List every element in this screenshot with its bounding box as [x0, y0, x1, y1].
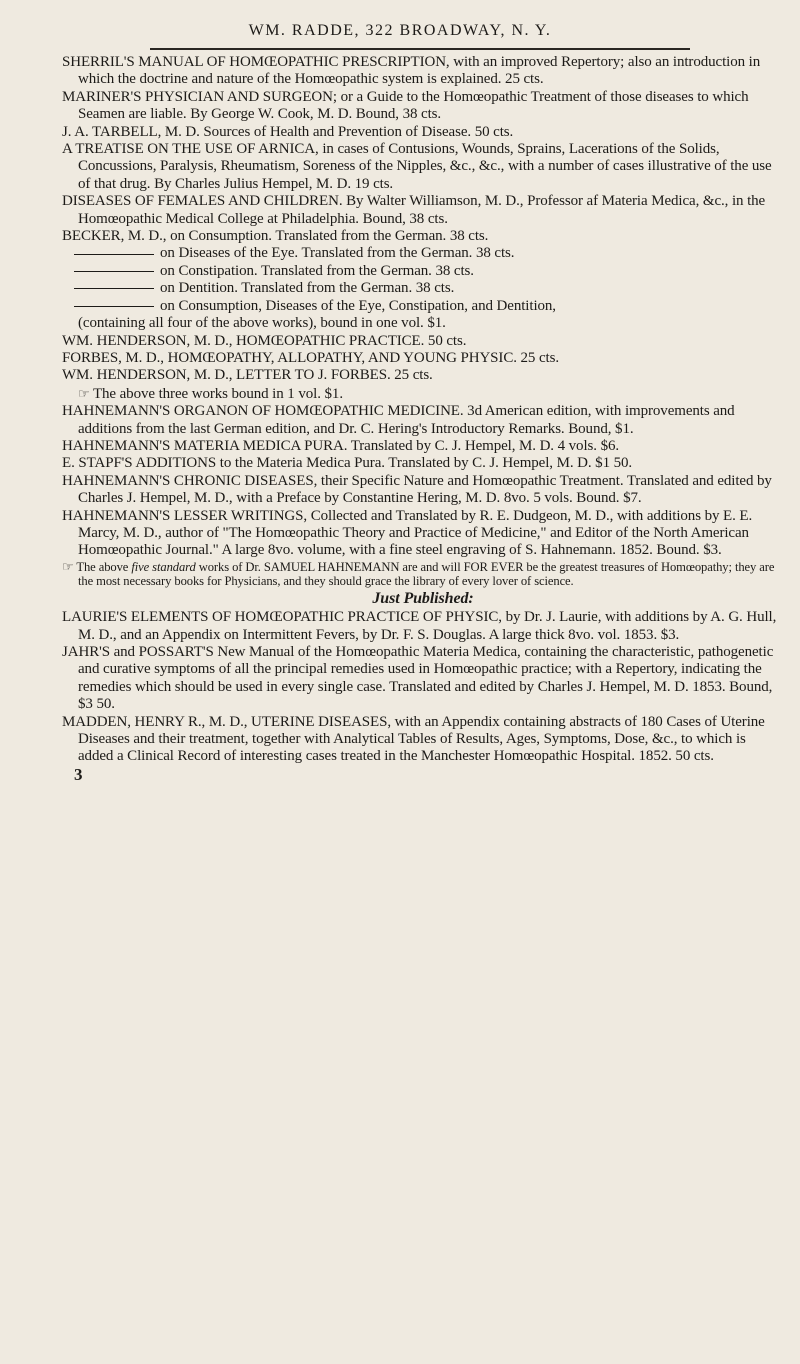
ditto-dash [74, 271, 154, 272]
catalog-entry: HAHNEMANN'S LESSER WRITINGS, Collected and Translated by R. E. Dudgeon, M. D., with additions by E. E. Marcy, M. D., author of "The Homœopathic Theory and Practice of Medicine," and Editor of the North American Homœopathic Journal." A large 8vo. volume, with a fine steel engraving of S. Hahnemann. 1852. Bound. $3. [62, 507, 753, 559]
catalog-entry: E. STAPF'S ADDITIONS to the Materia Medica Pura. Translated by C. J. Hempel, M. D. $1 50. [62, 455, 633, 472]
catalog-entry: DISEASES OF FEMALES AND CHILDREN. By Walter Williamson, M. D., Professor af Materia Medica, &c., in the Homœopathic Medical College at Philadelphia. Bound, 38 cts. [62, 193, 766, 227]
pointing-hand-icon: ☞ [62, 558, 74, 574]
becker-sub-entry: on Constipation. Translated from the German. 38 cts. [62, 263, 784, 280]
ditto-dash [74, 288, 154, 289]
catalog-entry: FORBES, M. D., HOMŒOPATHY, ALLOPATHY, AND YOUNG PHYSIC. 25 cts. [62, 349, 559, 366]
catalog-entry: MARINER'S PHYSICIAN AND SURGEON; or a Guide to the Homœopathic Treatment of those diseases to which Seamen are liable. By George W. Cook, M. D. Bound, 38 cts. [62, 88, 749, 123]
catalog-entry: WM. HENDERSON, M. D., LETTER TO J. FORBES. 25 cts. [62, 367, 433, 384]
catalog-entry: A TREATISE ON THE USE OF ARNICA, in cases of Contusions, Wounds, Sprains, Lacerations of the Solids, Concussions, Paralysis, Rheumatism, Soreness of the Nipples, &c., &c., with a number of cases illustrative of the use of that drug. By Charles Julius Hempel, M. D. 19 cts. [62, 141, 772, 192]
pointing-hand-icon: ☞ [78, 385, 90, 401]
becker-sub-entry: on Dentition. Translated from the German. 38 cts. [62, 280, 784, 297]
catalog-content [62, 54, 784, 783]
catalog-entry: WM. HENDERSON, M. D., HOMŒOPATHIC PRACTICE. 50 cts. [62, 332, 467, 349]
ditto-dash [74, 306, 154, 307]
becker-sub-entry: on Diseases of the Eye. Translated from the German. 38 cts. [62, 245, 784, 262]
becker-sub-tail: (containing all four of the above works), bound in one vol. $1. [78, 315, 446, 332]
page-number: 3 [74, 764, 83, 784]
catalog-entry: LAURIE'S ELEMENTS OF HOMŒOPATHIC PRACTICE OF PHYSIC, by Dr. J. Laurie, with additions by A. G. Hull, M. D., and an Appendix on Intermittent Fevers, by Dr. F. S. Douglas. A large thick 8vo. vol. 1853. $3. [62, 609, 777, 643]
forbes-bundle-note: ☞ The above three works bound in 1 vol. $1. [78, 385, 343, 402]
catalog-entry: JAHR'S and POSSART'S New Manual of the Homœopathic Materia Medica, containing the characteristic, pathogenetic and curative symptoms of all the principal remedies used in Homœopathic practice; with a Repertory, indicating the remedies which should be used in every single case. Translated and edited by Charles J. Hempel, M. D. 1853. Bound, $3 50. [62, 644, 774, 713]
catalog-entry: HAHNEMANN'S ORGANON OF HOMŒOPATHIC MEDICINE. 3d American edition, with improvements and additions from the last German edition, and Dr. C. Hering's Introductory Remarks. Bound, $1. [62, 403, 735, 437]
catalog-entry: J. A. TARBELL, M. D. Sources of Health and Prevention of Disease. 50 cts. [62, 123, 514, 140]
section-heading: Just Published: [372, 589, 474, 607]
header-rule [150, 48, 690, 50]
standard-works-note: ☞ The above five standard works of Dr. SAMUEL HAHNEMANN are and will FOR EVER be the greatest treasures of Homœopathy; they are the most necessary books for Physicians, and they should grace the library of every lover of science. [62, 558, 775, 588]
catalog-entry: MADDEN, HENRY R., M. D., UTERINE DISEASES, with an Appendix containing abstracts of 180 Cases of Uterine Diseases and their treatment, together with Analytical Tables of Results, Ages, Symptoms, Dose, &c., to which is added a Clinical Record of interesting cases treated in the Manchester Homœopathic Hospital. 1852. 50 cts. [62, 713, 765, 765]
catalog-entry: HAHNEMANN'S MATERIA MEDICA PURA. Translated by C. J. Hempel, M. D. 4 vols. $6. [62, 437, 620, 454]
catalog-entry: HAHNEMANN'S CHRONIC DISEASES, their Specific Nature and Homœopathic Treatment. Translated and edited by Charles J. Hempel, M. D., with a Preface by Constantine Hering, M. D. 8vo. 5 vols. Bound. $7. [62, 472, 772, 507]
page-header: WM. RADDE, 322 BROADWAY, N. Y. [248, 22, 552, 39]
catalog-entry: BECKER, M. D., on Consumption. Translated from the German. 38 cts. [62, 228, 489, 245]
becker-sub-entry: on Consumption, Diseases of the Eye, Constipation, and Dentition, [62, 298, 784, 315]
catalog-entry: SHERRIL'S MANUAL OF HOMŒOPATHIC PRESCRIPTION, with an improved Repertory; also an introduction in which the doctrine and nature of the Homœopathic system is explained. 25 cts. [62, 54, 761, 88]
ditto-dash [74, 254, 154, 255]
